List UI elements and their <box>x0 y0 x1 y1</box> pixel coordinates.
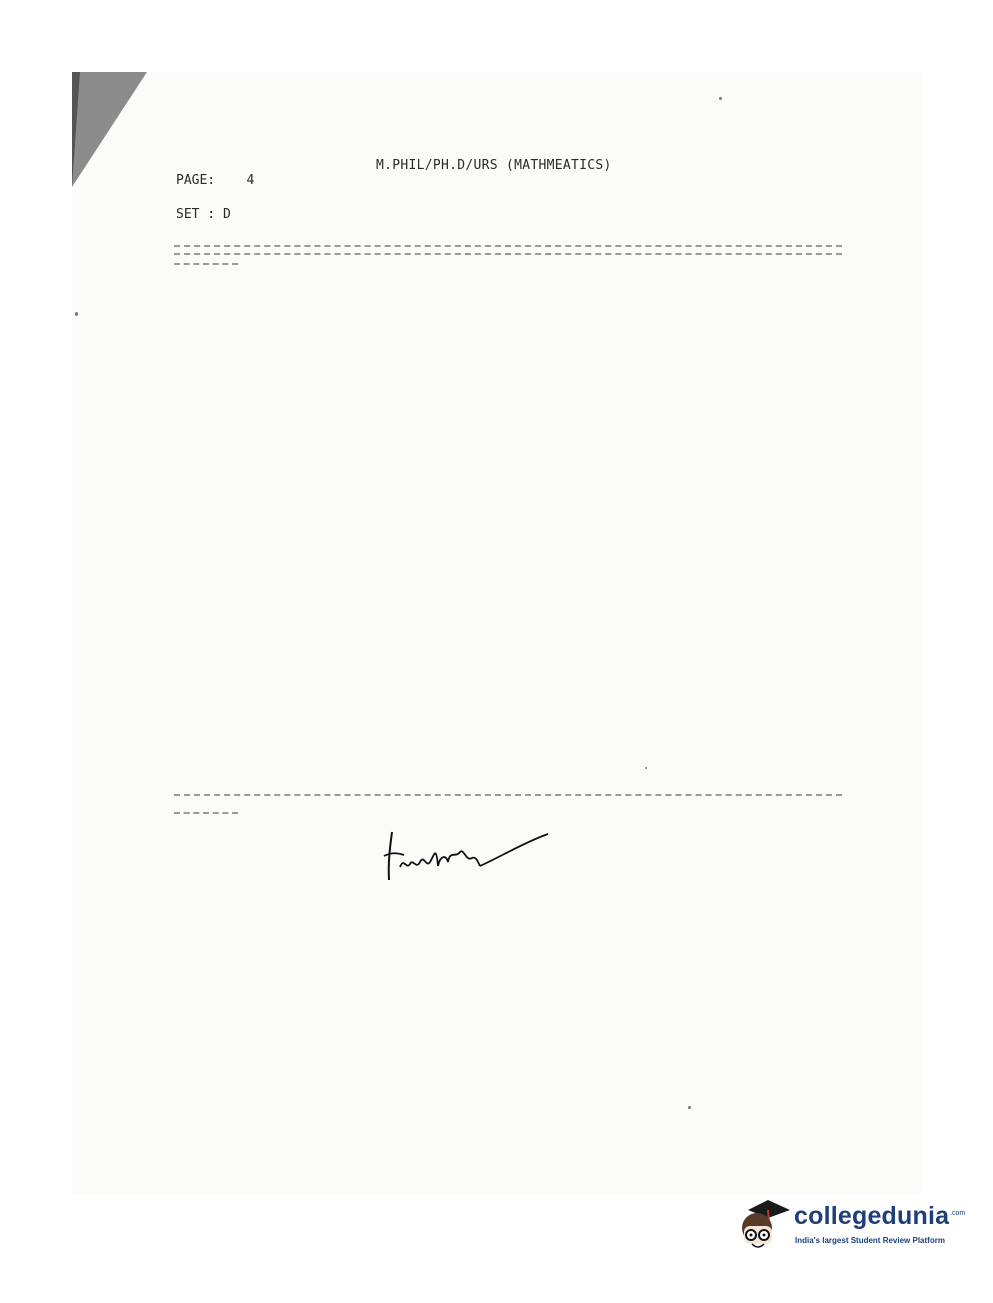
scan-speck <box>719 97 722 100</box>
handwritten-signature <box>380 822 555 896</box>
logo-wordmark: collegedunia <box>794 1202 950 1230</box>
top-divider-tail <box>174 263 238 269</box>
page-indicator <box>176 173 254 188</box>
folded-corner-shadow <box>72 72 147 187</box>
scan-speck <box>645 767 647 769</box>
scan-speck <box>75 312 78 316</box>
top-divider <box>174 245 842 255</box>
bottom-divider <box>174 794 842 799</box>
scan-speck <box>688 1106 691 1109</box>
bottom-divider-tail <box>174 812 238 818</box>
collegedunia-logo <box>734 1196 964 1260</box>
page-label: PAGE: <box>176 173 216 188</box>
scanned-sheet <box>72 72 922 1194</box>
mascot-icon <box>734 1196 794 1256</box>
folded-corner-edge <box>72 72 80 187</box>
set-label: SET : D <box>176 207 231 222</box>
document-title: M.PHIL/PH.D/URS (MATHMEATICS) <box>376 158 612 173</box>
page-number: 4 <box>246 173 255 188</box>
logo-tagline: India's largest Student Review Platform <box>795 1236 945 1245</box>
logo-suffix: .com <box>950 1210 966 1217</box>
